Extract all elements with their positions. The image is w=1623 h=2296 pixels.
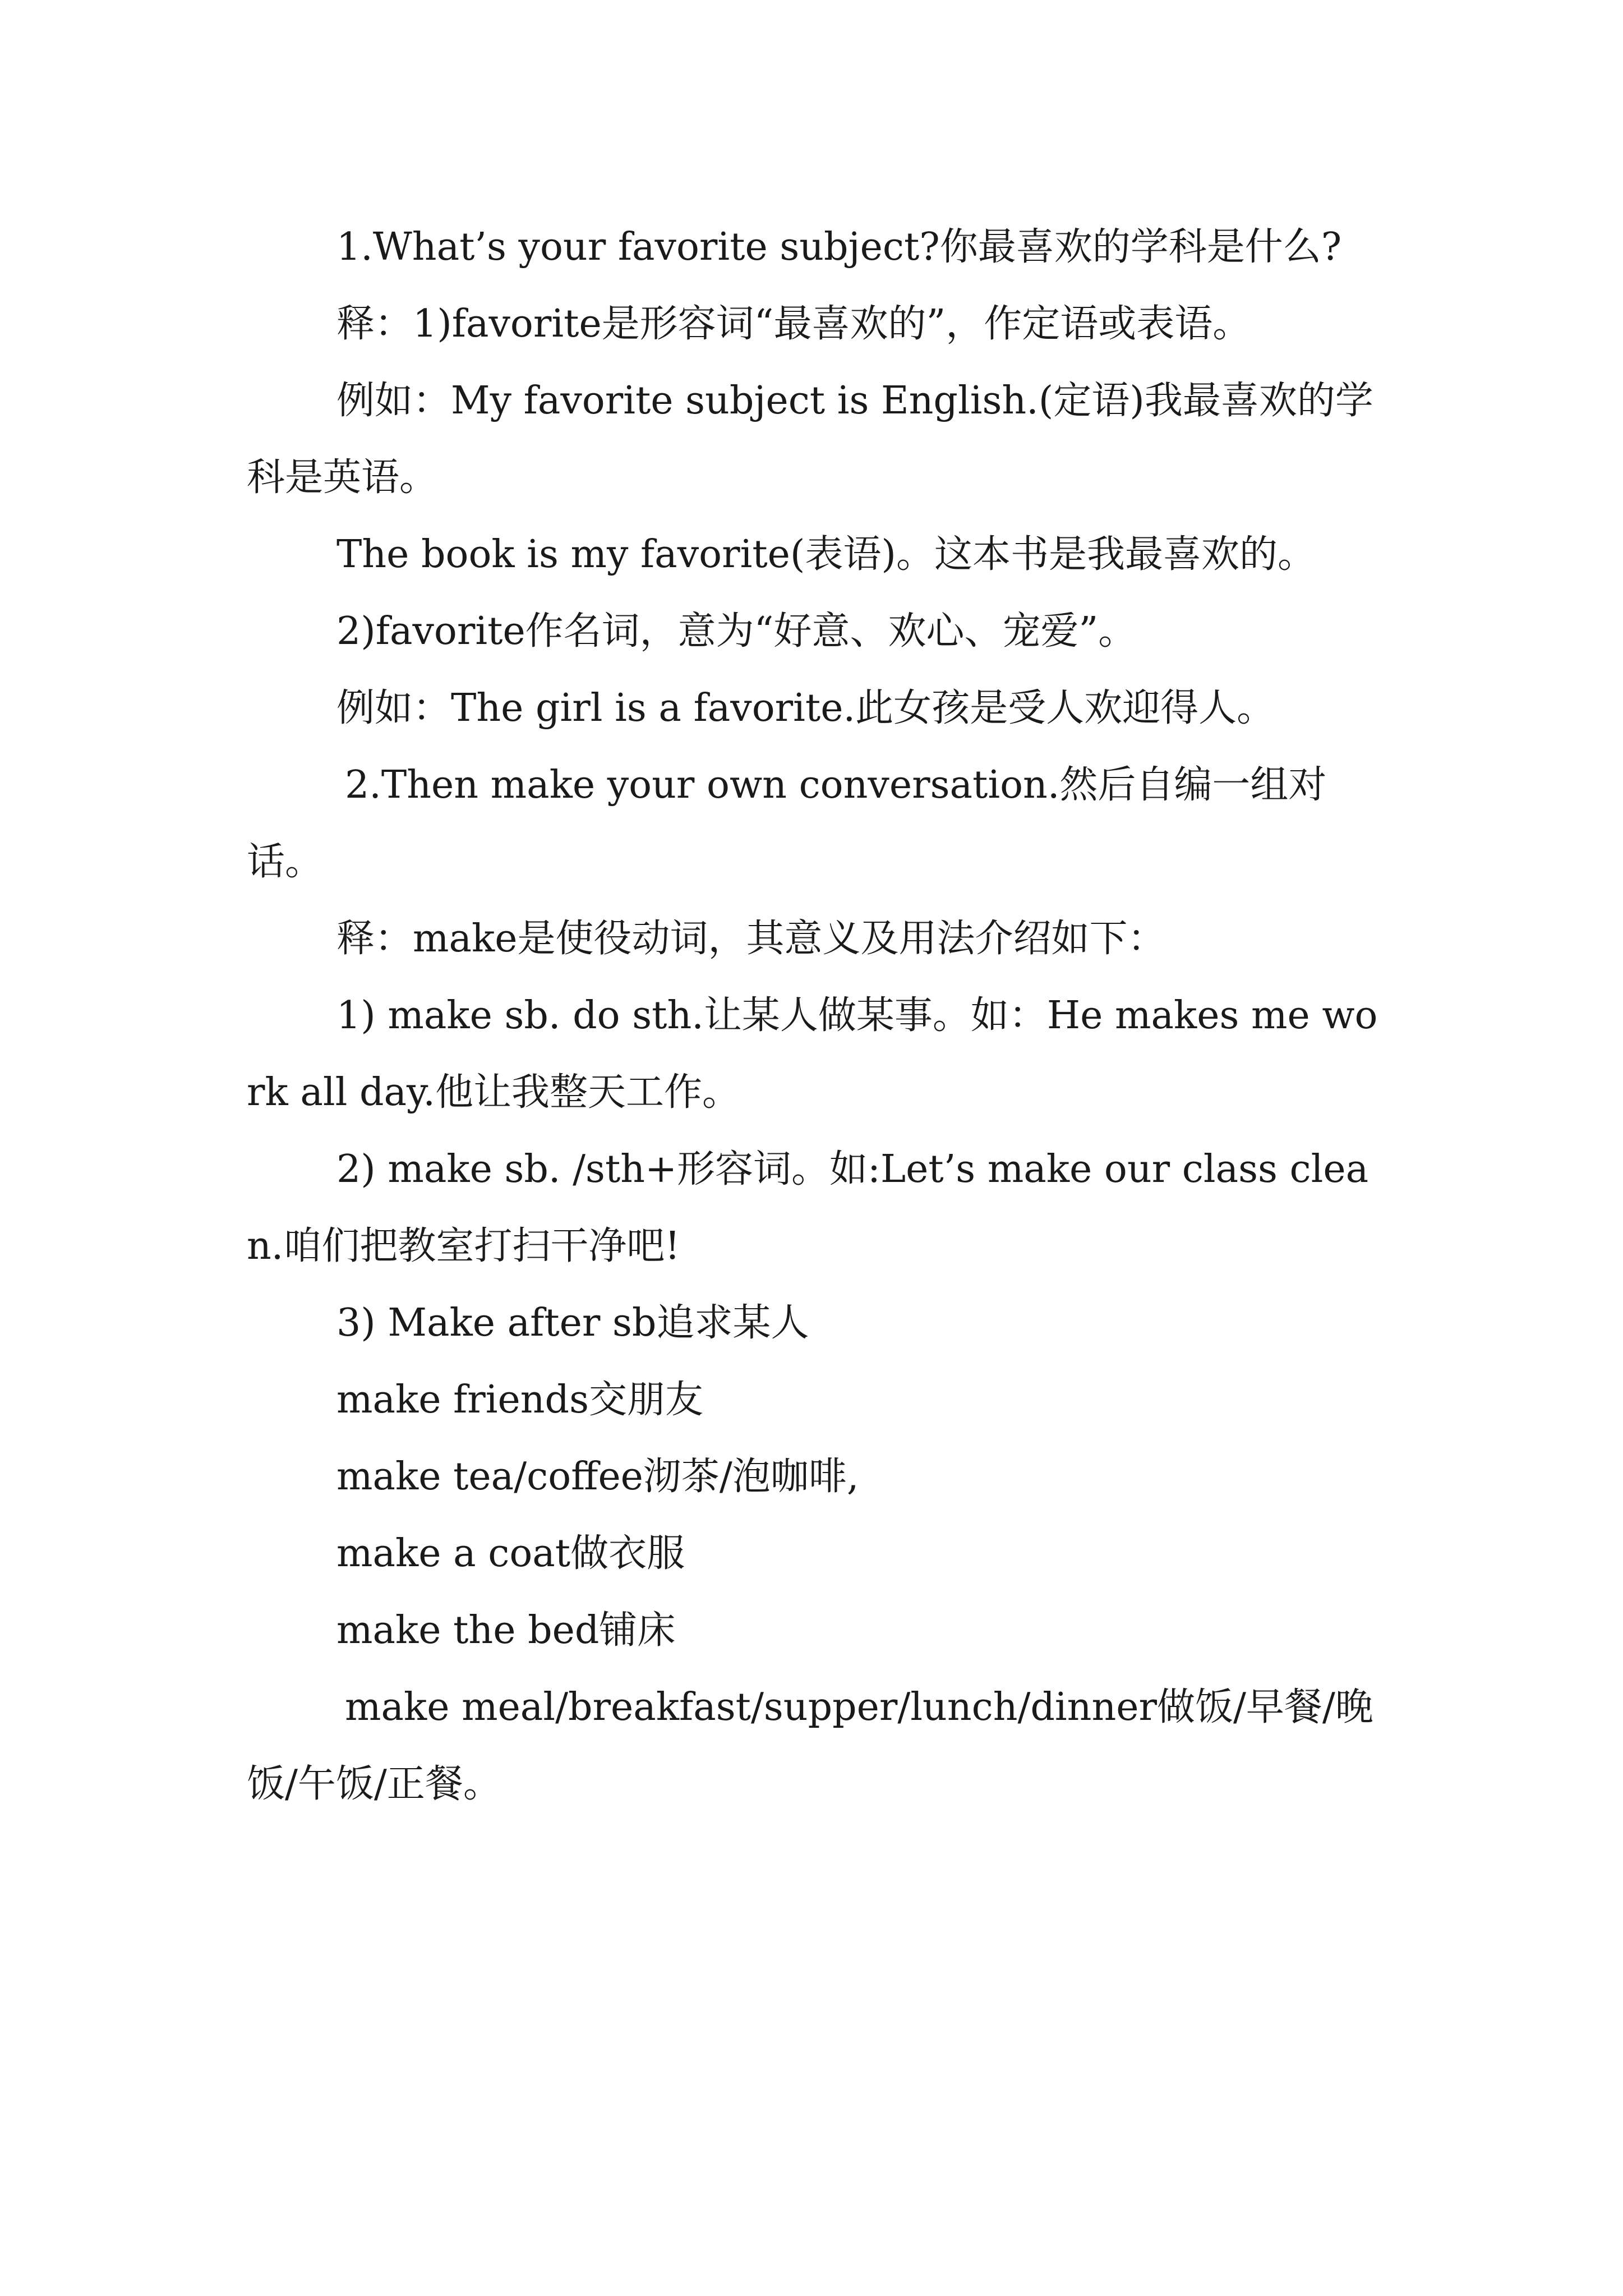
paragraph-favorite-adjective-note: 释：1)favorite是形容词“最喜欢的”，作定语或表语。 bbox=[336, 302, 1251, 346]
paragraph-favorite-question: 1.What’s your favorite subject?你最喜欢的学科是什么? bbox=[336, 225, 1342, 269]
paragraph-conversation-item: 2.Then make your own conversation.然后自编一组对话。 bbox=[247, 763, 1327, 884]
paragraph-make-after: 3) Make after sb追求某人 bbox=[336, 1301, 809, 1345]
document-body bbox=[247, 209, 1387, 1823]
paragraph-make-causative-note: 释：make是使役动词，其意义及用法介绍如下： bbox=[336, 917, 1166, 961]
paragraph-make-meals: make meal/breakfast/supper/lunch/dinner做饭/早餐/晚饭/午饭/正餐。 bbox=[247, 1685, 1373, 1806]
paragraph-favorite-example-attributive: 例如：My favorite subject is English.(定语)我最喜欢的学科是英语。 bbox=[247, 379, 1373, 500]
paragraph-make-tea-coffee: make tea/coffee沏茶/泡咖啡, bbox=[336, 1455, 859, 1499]
paragraph-make-friends: make friends交朋友 bbox=[336, 1378, 703, 1422]
paragraph-favorite-noun-note: 2)favorite作名词，意为“好意、欢心、宠爱”。 bbox=[336, 609, 1137, 654]
paragraph-favorite-example-predicative: The book is my favorite(表语)。这本书是我最喜欢的。 bbox=[336, 532, 1316, 577]
paragraph-make-bed: make the bed铺床 bbox=[336, 1608, 676, 1653]
paragraph-favorite-noun-example: 例如：The girl is a favorite.此女孩是受人欢迎得人。 bbox=[336, 686, 1275, 730]
paragraph-make-adjective: 2) make sb. /sth+形容词。如:Let’s make our class clean.咱们把教室打扫干净吧! bbox=[247, 1147, 1369, 1268]
paragraph-make-do-sth: 1) make sb. do sth.让某人做某事。如：He makes me work all day.他让我整天工作。 bbox=[247, 993, 1378, 1115]
paragraph-make-coat: make a coat做衣服 bbox=[336, 1531, 685, 1576]
